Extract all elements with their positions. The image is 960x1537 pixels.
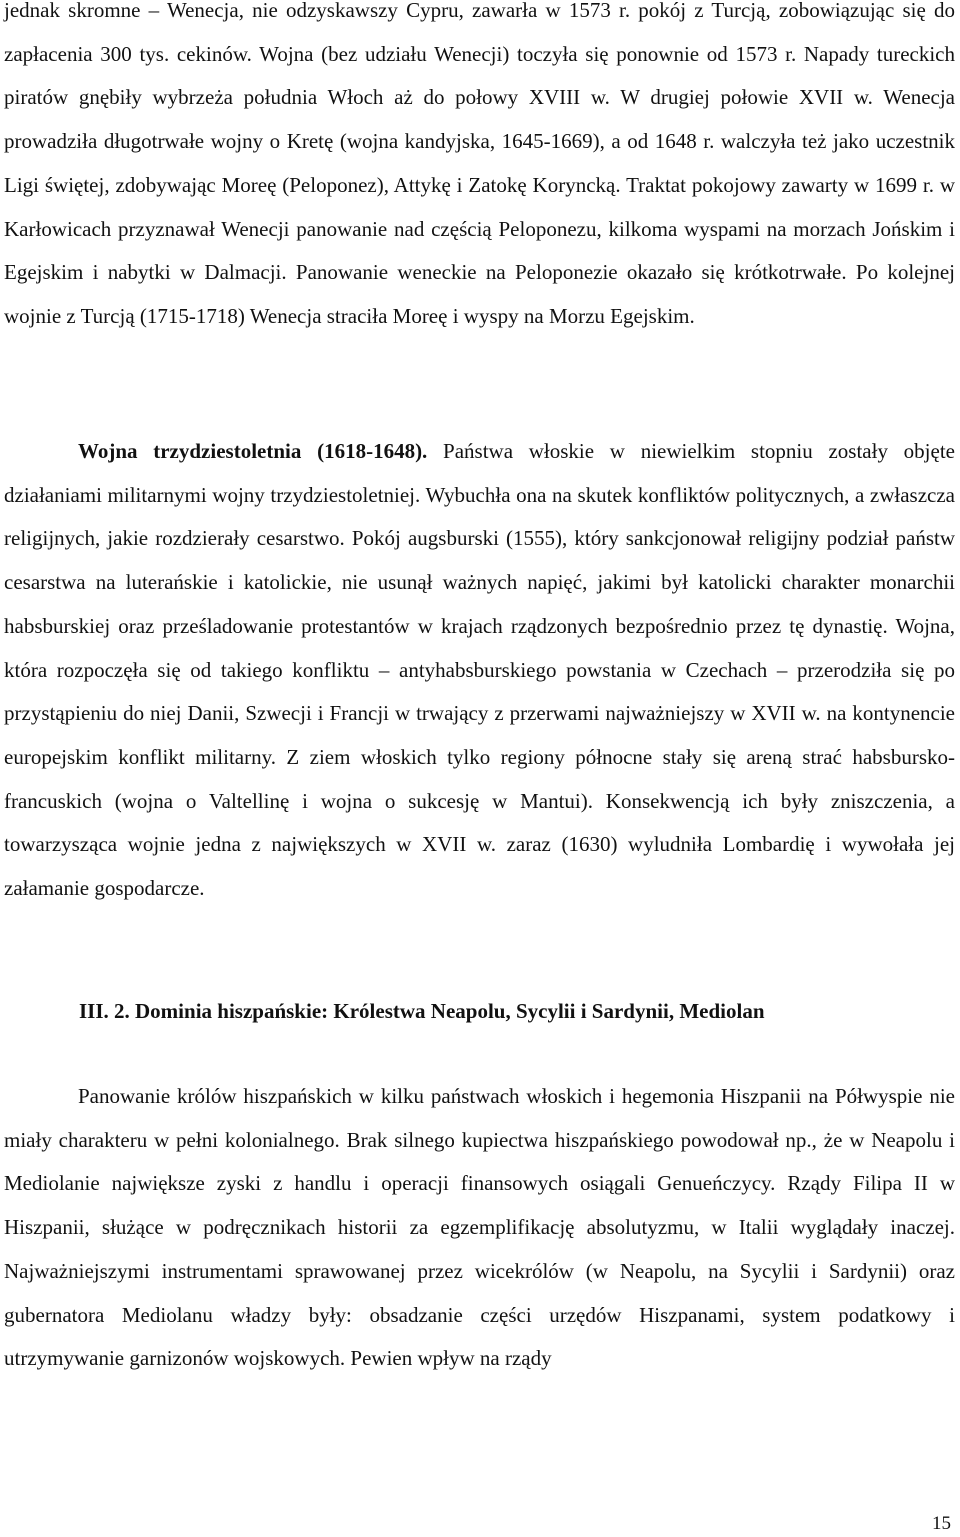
section-heading: III. 2. Dominia hiszpańskie: Królestwa Neapolu, Sycylii i Sardynii, Mediolan <box>79 999 765 1023</box>
paragraph-thirty-years-war-heading: Wojna trzydziestoletnia (1618-1648). <box>78 439 428 463</box>
paragraph-spanish-dominions <box>4 1075 955 1381</box>
paragraph-venice-wars-text: jednak skromne – Wenecja, nie odzyskawszy Cypru, zawarła w 1573 r. pokój z Turcją, zobowiązując się do zapłacenia 300 tys. cekinów. Wojna (bez udziału Wenecji) toczyła się ponownie od 1573 r. Napady tureckich piratów gnębiły wybrzeża południa Włoch aż do połowy XVIII w. W drugiej połowie XVII w. Wenecja prowadziła długotrwałe wojny o Kretę (wojna kandyjska, 1645-1669), a od 1648 r. walczyła też jako uczestnik Ligi świętej, zdobywając Moreę (Peloponez), Attykę i Zatokę Koryncką. Traktat pokojowy zawarty w 1699 r. w Karłowicach przyznawał Wenecji panowanie nad częścią Peloponezu, kilkoma wyspami na morzach Jońskim i Egejskim i nabytki w Dalmacji. Panowanie weneckie na Peloponezie okazało się krótkotrwałe. Po kolejnej wojnie z Turcją (1715-1718) Wenecja straciła Moreę i wyspy na Morzu Egejskim. <box>4 0 955 328</box>
paragraph-thirty-years-war-text: Państwa włoskie w niewielkim stopniu zostały objęte działaniami militarnymi wojny trzydziestoletniej. Wybuchła ona na skutek konfliktów politycznych, a zwłaszcza religijnych, jakie rozdzierały cesarstwo. Pokój augsburski (1555), który sankcjonował religijny podział państw cesarstwa na luterańskie i katolickie, nie usunął ważnych napięć, jakimi był katolicki charakter monarchii habsburskiej oraz prześladowanie protestantów w krajach rządzonych bezpośrednio przez tę dynastię. Wojna, która rozpoczęła się od takiego konfliktu – antyhabsburskiego powstania w Czechach – przerodziła się po przystąpieniu do niej Danii, Szwecji i Francji w trwający z przerwami najważniejszy w XVII w. na kontynencie europejskim konflikt militarny. Z ziem włoskich tylko regiony północne stały się areną strać habsbursko-francuskich (wojna o Valtellinę i wojna o sukcesję w Mantui). Konsekwencją ich były zniszczenia, a towarzysząca wojnie jedna z największych w XVII w. zaraz (1630) wyludniła Lombardię i wywołała jej załamanie gospodarcze. <box>4 439 955 901</box>
page-number: 15 <box>932 1513 951 1534</box>
paragraph-thirty-years-war <box>4 430 955 911</box>
paragraph-spanish-dominions-text: Panowanie królów hiszpańskich w kilku państwach włoskich i hegemonia Hiszpanii na Półwyspie nie miały charakteru w pełni kolonialnego. Brak silnego kupiectwa hiszpańskiego powodował np., że w Neapolu i Mediolanie największe zyski z handlu i operacji finansowych osiągali Genueńczycy. Rządy Filipa II w Hiszpanii, służące w podręcznikach historii za egzemplifikację absolutyzmu, w Italii wyglądały inaczej. Najważniejszymi instrumentami sprawowanej przez wicekrólów (w Neapolu, na Sycylii i Sardynii) oraz gubernatora Mediolanu władzy były: obsadzanie części urzędów Hiszpanami, system podatkowy i utrzymywanie garnizonów wojskowych. Pewien wpływ na rządy <box>4 1084 955 1371</box>
paragraph-venice-wars <box>4 0 955 339</box>
